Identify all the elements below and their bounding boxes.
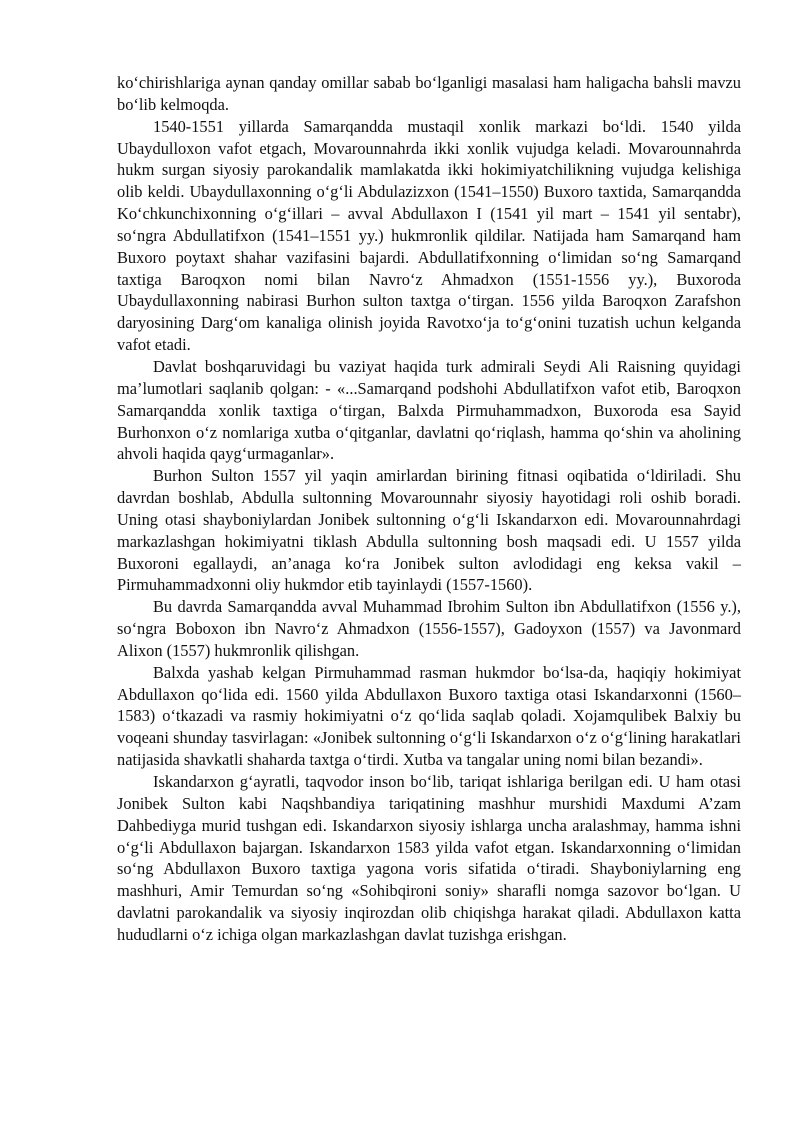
paragraph-pirmuhammad-balx: Balxda yashab kelgan Pirmuhammad rasman hukmdor bo‘lsa-da, haqiqiy hokimiyat Abdullaxon qo‘lida edi. 1560 yilda Abdullaxon Buxoro taxtiga otasi Iskandarxonni (1560–1583) o‘tkazadi va rasmiy hokimiyatni o‘z qo‘lida saqlab qoladi. Xojamqulibek Balxiy bu voqeani shunday tasvirlagan: «Jonibek sultonning o‘g‘li Iskandarxon o‘z o‘g‘lining harakatlari natijasida shavkatli shaharda taxtga o‘tirdi. Xutba va tangalar uning nomi bilan bezandi». (117, 662, 741, 770)
paragraph-burhon-sulton: Burhon Sulton 1557 yil yaqin amirlardan birining fitnasi oqibatida o‘ldiriladi. Shu davrdan boshlab, Abdulla sultonning Movarounnahr siyosiy hayotidagi roli oshib boradi. Uning otasi shayboniylardan Jonibek sultonning o‘g‘li Iskandarxon edi. Movarounnahrdagi markazlashgan hokimiyatni tiklash Abdulla sultonning bosh maqsadi edi. U 1557 yilda Buxoroni egallaydi, an’anaga ko‘ra Jonibek sulton avlodidagi eng keksa vakil – Pirmuhammadxonni oliy hukmdor etib tayinlaydi (1557-1560). (117, 466, 741, 595)
document-page (117, 72, 741, 946)
paragraph-iskandarxon: Iskandarxon g‘ayratli, taqvodor inson bo‘lib, tariqat ishlariga berilgan edi. U ham otasi Jonibek Sulton kabi Naqshbandiya tariqatining mashhur murshidi Maxdumi A’zam Dahbediyga murid tushgan edi. Iskandarxon siyosiy ishlarga uncha aralashmay, hamma ishni o‘g‘li Abdullaxon bajargan. Iskandarxon 1583 yilda vafot etgan. Iskandarxonning o‘limidan so‘ng Abdullaxon Buxoro taxtiga yagona voris sifatida o‘tiradi. Shayboniylarning eng mashhuri, Amir Temurdan so‘ng «Sohibqironi soniy» sharafli nomga sazovor bo‘lgan. U davlatni parokandalik va siyosiy inqirozdan olib chiqishga harakat qiladi. Abdullaxon katta hududlarni o‘z ichiga olgan markazlashgan davlat tuzishga erishgan. (117, 772, 741, 944)
paragraph-samarqand-xonlik: 1540-1551 yillarda Samarqandda mustaqil xonlik markazi bo‘ldi. 1540 yilda Ubaydulloxon vafot etgach, Movarounnahrda ikki xonlik vujudga keladi. Movarounnahrda hukm surgan siyosiy parokandalik mamlakatda ikki hokimiyatchilikning vujudga kelishiga olib keldi. Ubaydullaxonning o‘g‘li Abdulazizxon (1541–1550) Buxoro taxtida, Samarqandda Ko‘chkunchixonning o‘g‘illari – avval Abdullaxon I (1541 yil mart – 1541 yil sentabr), so‘ngra Abdullatifxon (1541–1551 yy.) hukmronlik qildilar. Natijada ham Samarqand ham Buxoro poytaxt shahar vazifasini bajardi. Abdullatifxonning o‘limidan so‘ng Samarqand taxtiga Baroqxon nomi bilan Navro‘z Ahmadxon (1551-1556 yy.), Buxoroda Ubaydullaxonning nabirasi Burhon sulton taxtga o‘tirgan. 1556 yilda Baroqxon Zarafshon daryosining Darg‘om kanaliga olinish joyida Ravotxo‘ja to‘g‘onini tuzatish uchun kelganda vafot etadi. (117, 116, 741, 355)
paragraph-continuation: ko‘chirishlariga aynan qanday omillar sabab bo‘lganligi masalasi ham haligacha bahsli mavzu bo‘lib kelmoqda. (117, 73, 741, 114)
paragraph-seydi-ali-rais-quote: Davlat boshqaruvidagi bu vaziyat haqida turk admirali Seydi Ali Raisning quyidagi ma’lumotlari saqlanib qolgan: - «...Samarqand podshohi Abdullatifxon vafot etib, Baroqxon Samarqandda xonlik taxtiga o‘tirgan, Balxda Pirmuhammadxon, Buxoroda esa Sayid Burhonxon o‘z nomlariga xutba o‘qitganlar, davlatni qo‘riqlash, hamma qo‘shin va aholining ahvoli haqida qayg‘urmaganlar». (117, 356, 741, 464)
paragraph-samarqand-rulers: Bu davrda Samarqandda avval Muhammad Ibrohim Sulton ibn Abdullatifxon (1556 y.), so‘ngra Boboxon ibn Navro‘z Ahmadxon (1556-1557), Gadoyxon (1557) va Javonmard Alixon (1557) hukmronlik qilishgan. (117, 597, 741, 660)
